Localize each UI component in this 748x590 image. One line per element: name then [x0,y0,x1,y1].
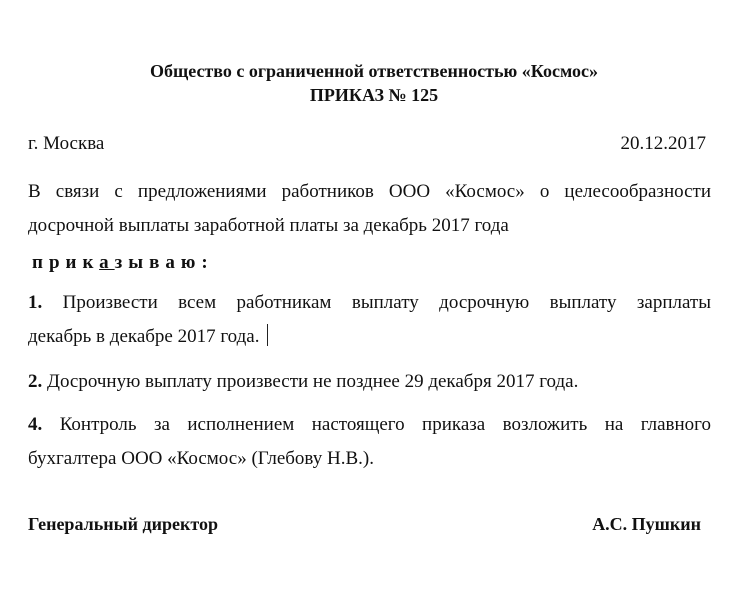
order-word-underlined-letter: а [99,252,115,273]
order-word-part-3: зываю [114,252,202,273]
signature-name: А.С. Пушкин [592,514,701,534]
signature-title: Генеральный директор [28,514,218,534]
city: г. Москва [28,133,105,154]
order-directive-word [32,250,214,276]
order-item-1-line-1 [28,286,711,320]
order-item-1-text-1: Произвести всем работникам выплату досрочную выплату зарплаты [42,292,711,313]
order-item-4-text-1: Контроль за исполнением настоящего приказа возложить на главного [42,414,711,435]
order-item-2-line-1 [28,365,711,399]
order-item-2-text-1: Досрочную выплату произвести не позднее 29 декабря 2017 года. [42,371,579,392]
order-word-part-1: прик [32,252,100,273]
order-item-4-line-1 [28,408,711,442]
order-item-4-number: 4. [28,414,43,435]
text-cursor [267,324,268,346]
intro-paragraph [28,175,711,243]
organization-name: Общество с ограниченной ответственностью «Космос» [150,61,598,81]
order-item-1 [28,286,711,354]
order-item-1-text-2: декабрь в декабре 2017 года. [28,326,260,347]
order-date: 20.12.2017 [620,133,706,154]
order-word-colon: : [201,252,214,273]
order-title: ПРИКАЗ № 125 [309,85,439,105]
order-item-2 [28,365,711,399]
order-item-4 [28,408,711,476]
intro-line-2: досрочной выплаты заработной платы за декабрь 2017 года [28,215,509,236]
order-item-1-line-2 [28,320,711,354]
intro-line-1: В связи с предложениями работников ООО «Космос» о целесообразности [28,181,711,202]
order-item-4-line-2: бухгалтера ООО «Космос» (Глебову Н.В.). [28,448,374,469]
order-item-1-number: 1. [28,292,43,313]
order-item-2-number: 2. [28,371,43,392]
